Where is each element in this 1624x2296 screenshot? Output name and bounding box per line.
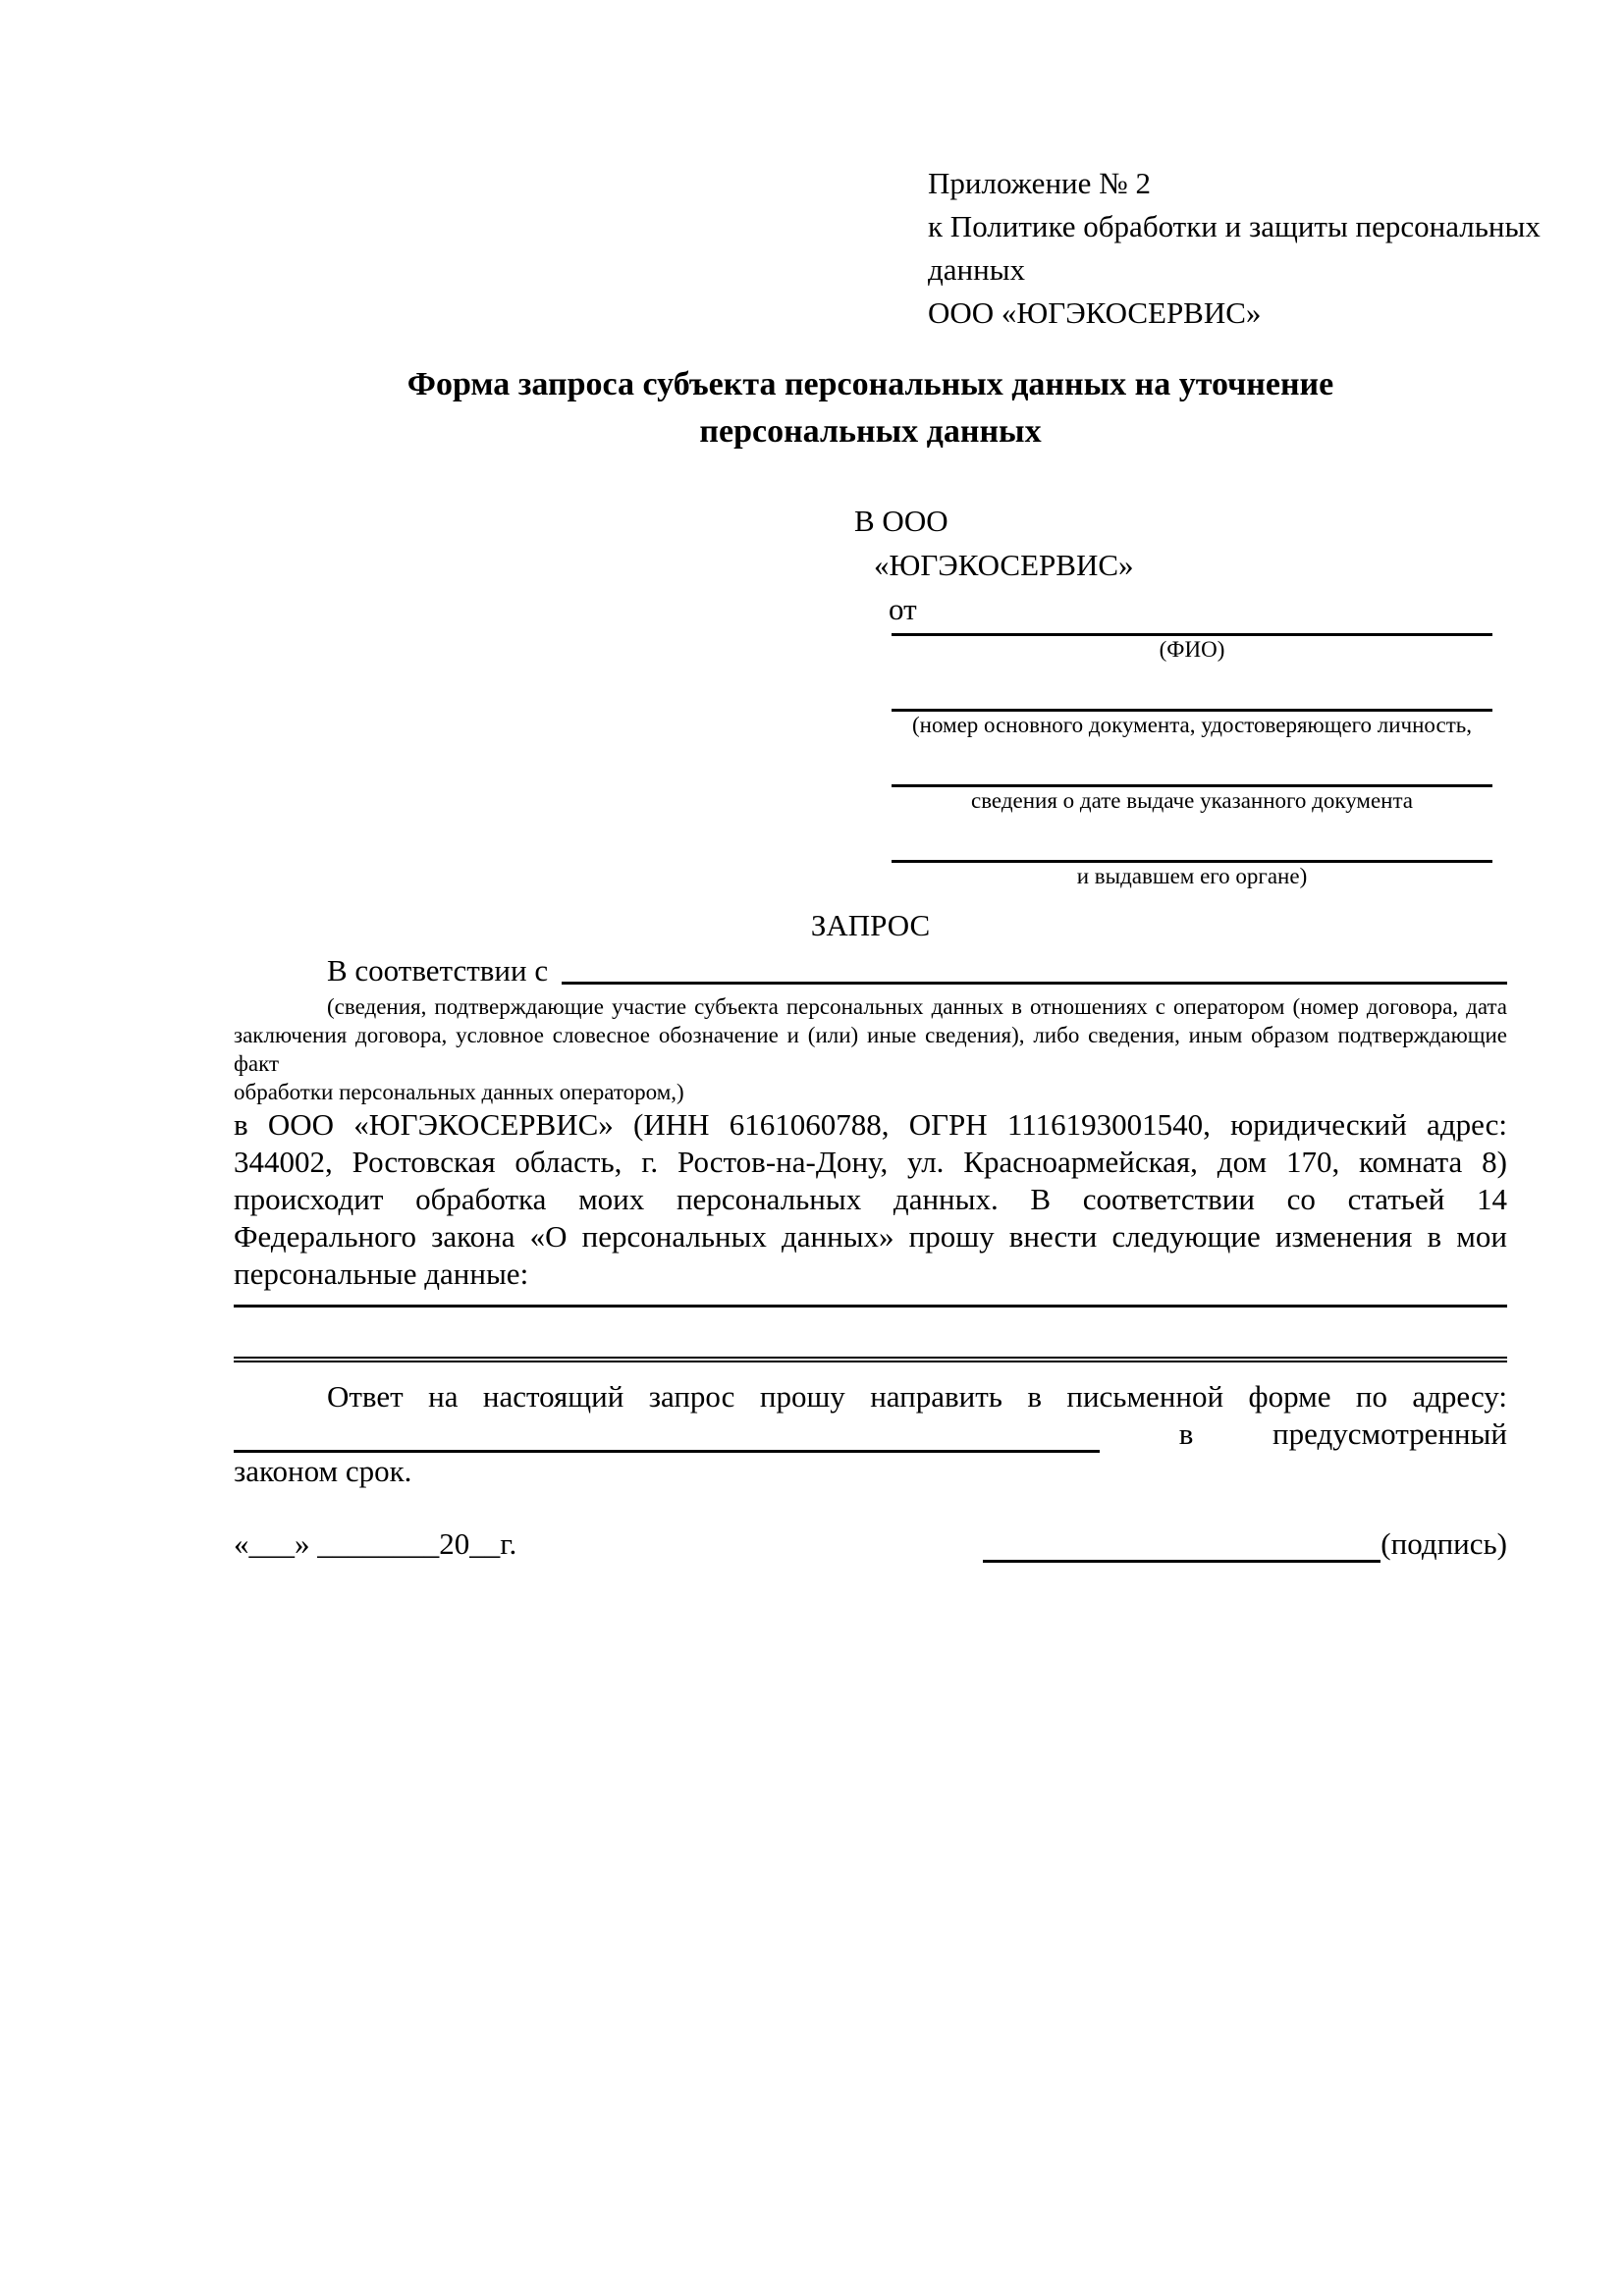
request-heading: ЗАПРОС xyxy=(810,908,931,942)
addressee-block xyxy=(854,499,1507,631)
appendix-block xyxy=(928,162,1541,335)
signature-blank-line xyxy=(983,1530,1380,1563)
body-line: происходит обработка моих персональных данных. В соответствии со статьей 14 xyxy=(234,1182,1507,1216)
body-line: 344002, Ростовская область, г. Ростов-на-Дону, ул. Красноармейская, дом 170, комната 8) xyxy=(234,1145,1507,1179)
appendix-line: к Политике обработки и защиты персональных xyxy=(928,209,1541,243)
note-line: обработки персональных данных оператором,) xyxy=(234,1080,684,1104)
addressee-line: В ООО xyxy=(854,504,948,538)
note-line: (сведения, подтверждающие участие субъекта персональных данных в отношениях с оператором (номер договора, дата xyxy=(327,994,1507,1019)
changes-blank-line-2 xyxy=(234,1355,1507,1362)
issue-date-field xyxy=(892,782,1492,815)
date-signature-row xyxy=(234,1525,1507,1563)
request-body xyxy=(234,1106,1507,1293)
reply-word-a: в xyxy=(1178,1416,1194,1451)
reply-address-row xyxy=(234,1415,1507,1453)
issuing-authority-field xyxy=(892,858,1492,890)
intro-blank-line xyxy=(562,951,1507,985)
addressee-from-label: от xyxy=(889,592,917,626)
signature-block xyxy=(983,1525,1507,1563)
body-line: персональные данные: xyxy=(234,1256,529,1291)
body-line: в ООО «ЮГЭКОСЕРВИС» (ИНН 6161060788, ОГРН 1116193001540, юридический адрес: xyxy=(234,1107,1507,1142)
issue-date-field-caption: сведения о дате выдаче указанного документа xyxy=(970,788,1414,813)
body-line: Федерального закона «О персональных данных» прошу внести следующие изменения в мои xyxy=(234,1219,1507,1254)
appendix-line: ООО «ЮГЭКОСЕРВИС» xyxy=(928,295,1262,330)
document-number-field xyxy=(892,707,1492,739)
addressee-line: «ЮГЭКОСЕРВИС» xyxy=(874,548,1134,582)
applicant-fields xyxy=(892,631,1492,890)
appendix-line: данных xyxy=(928,252,1026,287)
intro-label: В соответствии с xyxy=(327,953,549,988)
fio-field-caption: (ФИО) xyxy=(1159,637,1225,662)
reply-line-3: законом срок. xyxy=(234,1454,412,1488)
reply-line-1: Ответ на настоящий запрос прошу направить в письменной форме по адресу: xyxy=(327,1379,1507,1414)
changes-blank-line-1 xyxy=(234,1303,1507,1308)
intro-row xyxy=(234,951,1507,990)
signature-caption: (подпись) xyxy=(1380,1526,1507,1561)
reply-word-b: предусмотренный xyxy=(1272,1416,1507,1451)
appendix-line: Приложение № 2 xyxy=(928,166,1151,200)
explanatory-note xyxy=(234,992,1507,1106)
issuing-authority-field-caption: и выдавшем его органе) xyxy=(1076,864,1308,888)
address-blank-line xyxy=(234,1420,1100,1453)
date-line: «___» ________20__г. xyxy=(234,1526,517,1561)
document-title: Форма запроса субъекта персональных данных на уточнение персональных данных xyxy=(406,366,1334,450)
document-number-field-caption: (номер основного документа, удостоверяющего личность, xyxy=(911,713,1472,737)
note-line: заключения договора, условное словесное обозначение и (или) иные сведения), либо сведения, иным образом подтверждающие факт xyxy=(234,1023,1507,1076)
fio-field xyxy=(892,631,1492,664)
